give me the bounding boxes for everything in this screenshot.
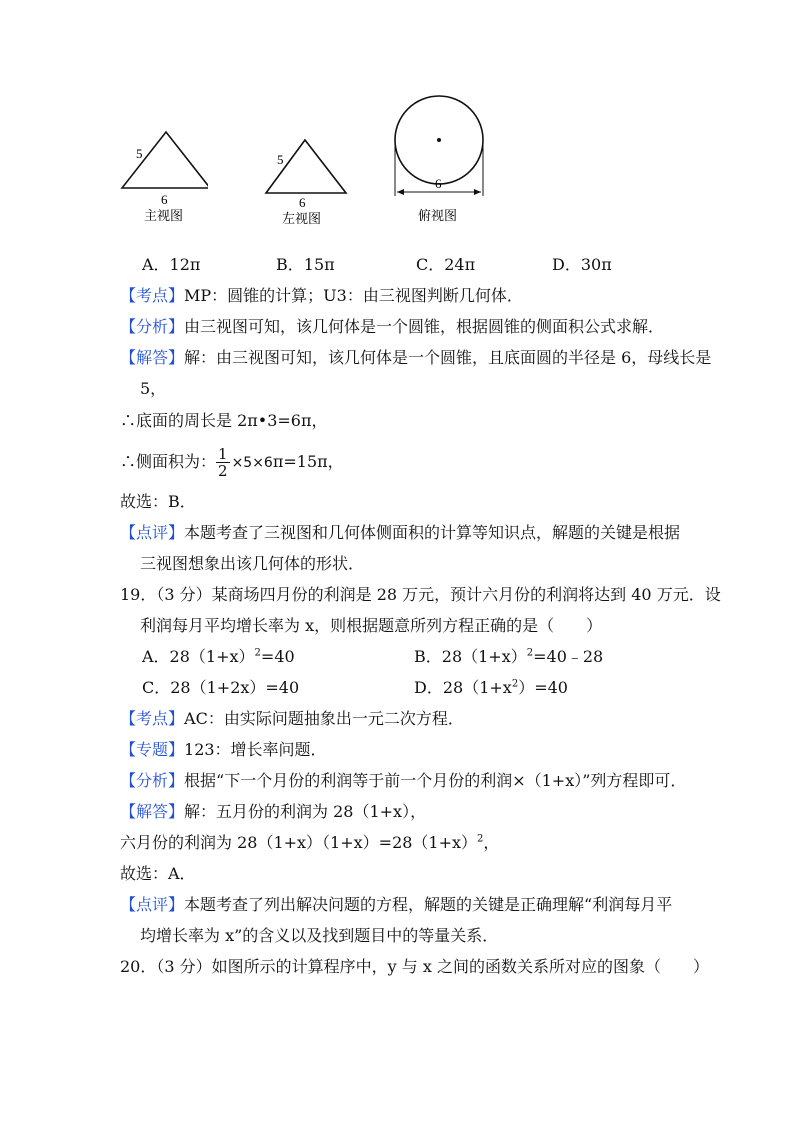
step1-end: ，: [483, 833, 500, 852]
jieda-text-1: 解：由三视图可知，该几何体是一个圆锥，且底面圆的半径是 6，母线长是: [184, 348, 712, 367]
q18-step-1: ∴底面的周长是 2π•3=6π，: [120, 411, 328, 430]
top-view-diameter-label: 6: [435, 176, 442, 191]
q18-option-b: B．15π: [276, 255, 335, 274]
q18-dianping-cont: 三视图想象出该几何体的形状．: [140, 554, 365, 573]
q19-option-d: [414, 677, 568, 699]
jieda-tag: 【解答】: [120, 348, 185, 367]
q19-step-1: [120, 832, 499, 854]
fenxi-text: 由三视图可知，该几何体是一个圆锥，根据圆锥的侧面积公式求解．: [184, 317, 665, 336]
left-view-figure: [260, 130, 360, 265]
q19-jieda: [120, 801, 426, 823]
q18-fenxi: [120, 316, 664, 338]
front-view-caption: 主视图: [144, 209, 184, 224]
dianping-text-1: 本题考查了列出解决问题的方程，解题的关键是正确理解“利润每月平: [184, 895, 673, 914]
three-view-figures: [110, 92, 510, 232]
q18-option-a: A．12π: [142, 255, 201, 274]
q19-stem-2: 利润每月平均增长率为 x，则根据题意所列方程正确的是（ ）: [140, 616, 603, 635]
option-b-exponent: 2: [526, 647, 534, 659]
zhuanti-text: 123：增长率问题．: [184, 740, 327, 759]
q19-fenxi: [120, 770, 686, 792]
q18-option-c: C．24π: [416, 255, 476, 274]
q19-dianping: [120, 894, 672, 916]
fenxi-tag: 【分析】: [120, 771, 185, 790]
left-view-base-label: 6: [299, 195, 306, 210]
step2-result: =15π，: [283, 452, 344, 471]
kaodian-text: AC：由实际问题抽象出一元二次方程．: [184, 709, 464, 728]
q18-choice: 故选：B．: [120, 492, 196, 511]
front-view-base-label: 6: [161, 192, 168, 207]
front-view-side-label: 5: [136, 146, 143, 161]
kaodian-tag: 【考点】: [120, 709, 185, 728]
q18-kaodian: [120, 285, 523, 307]
fenxi-tag: 【分析】: [120, 317, 185, 336]
top-view-figure: [390, 92, 500, 232]
dianping-tag: 【点评】: [120, 523, 185, 542]
q19-dianping-cont: 均增长率为 x”的含义以及找到题目中的等量关系．: [140, 926, 499, 945]
q19-stem-1: 19．（3 分）某商场四月份的利润是 28 万元，预计六月份的利润将达到 40 万元．设: [120, 585, 721, 604]
dianping-text-1: 本题考查了三视图和几何体侧面积的计算等知识点，解题的关键是根据: [184, 523, 681, 542]
step2-expression: ×5×6: [231, 455, 273, 471]
option-b-rhs: =40﹣28: [533, 647, 604, 666]
q18-step-2: [120, 446, 344, 479]
option-d-rhs: ）=40: [518, 678, 568, 697]
left-view-caption: 左视图: [282, 212, 322, 227]
q19-choice: 故选：A．: [120, 864, 196, 883]
q19-option-b: [414, 646, 603, 668]
option-a-rhs: =40: [260, 647, 295, 666]
one-half-fraction: [216, 446, 230, 479]
q18-option-d: D．30π: [552, 255, 612, 274]
zhuanti-tag: 【专题】: [120, 740, 185, 759]
fraction-denominator: 2: [218, 462, 228, 480]
fraction-numerator: 1: [218, 445, 228, 463]
q19-option-c: C．28（1+2x）=40: [142, 678, 300, 697]
step1-expression: 六月份的利润为 28（1+x）（1+x）=28（1+x）: [120, 833, 478, 852]
option-d-base: D．28（1+x: [414, 678, 512, 697]
kaodian-text: MP：圆锥的计算；U3：由三视图判断几何体．: [184, 286, 523, 305]
kaodian-tag: 【考点】: [120, 286, 185, 305]
option-d-exponent: 2: [511, 678, 519, 690]
option-b-base: B．28（1+x）: [414, 647, 527, 666]
q18-jieda: [120, 347, 711, 369]
option-a-base: A．28（1+x）: [142, 647, 255, 666]
top-view-caption: 俯视图: [418, 209, 458, 224]
dianping-tag: 【点评】: [120, 895, 185, 914]
step2-pi: π: [272, 452, 284, 471]
q20-stem: 20．（3 分）如图所示的计算程序中，y 与 x 之间的函数关系所对应的图象（ ）: [120, 957, 709, 976]
jieda-tag: 【解答】: [120, 802, 185, 821]
left-view-side-label: 5: [277, 152, 284, 167]
q19-kaodian: [120, 708, 464, 730]
q19-zhuanti: [120, 739, 327, 761]
jieda-text: 解：五月份的利润为 28（1+x），: [184, 802, 427, 821]
step1-exponent: 2: [477, 833, 484, 845]
step2-prefix: ∴侧面积为：: [120, 452, 217, 471]
front-view-figure: [118, 122, 208, 257]
q18-dianping: [120, 522, 680, 544]
q18-jieda-cont: 5，: [140, 379, 167, 398]
fenxi-text: 根据“下一个月份的利润等于前一个月份的利润×（1+x）”列方程即可．: [184, 771, 687, 790]
q19-option-a: [142, 646, 295, 668]
option-a-exponent: 2: [254, 647, 261, 659]
